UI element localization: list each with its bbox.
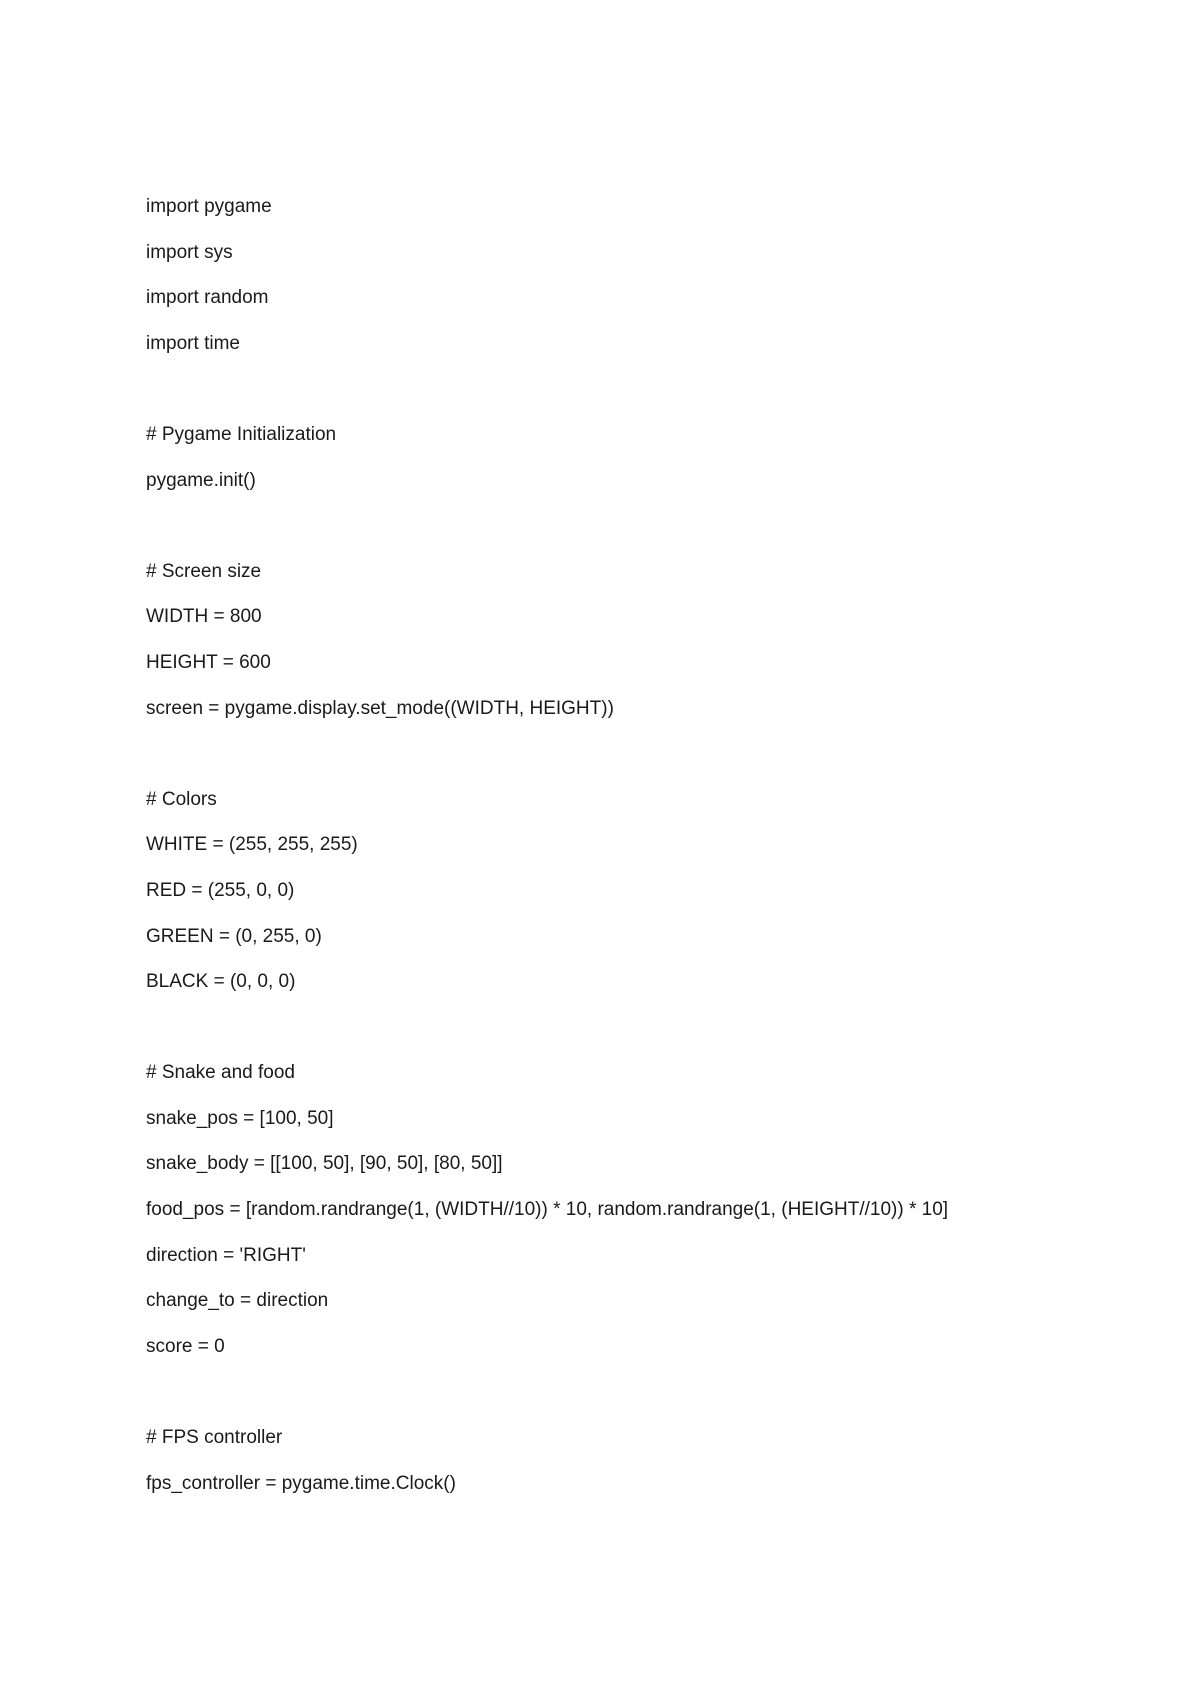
blank-line [146,509,1146,555]
code-line: direction = 'RIGHT' [146,1244,306,1266]
code-comment: # Screen size [146,560,262,582]
code-line: import time [146,332,240,354]
code-text-block [146,190,1146,1512]
code-line: import random [146,287,269,309]
code-line: WHITE = (255, 255, 255) [146,834,358,856]
code-line: import pygame [146,196,272,217]
code-line: import sys [146,241,233,263]
code-line: RED = (255, 0, 0) [146,879,295,901]
code-line: fps_controller = pygame.time.Clock() [146,1472,456,1494]
code-line: HEIGHT = 600 [146,651,271,673]
code-line: screen = pygame.display.set_mode((WIDTH, HEIGHT)) [146,697,614,719]
blank-line [146,372,1146,418]
code-line: score = 0 [146,1335,225,1357]
code-line: BLACK = (0, 0, 0) [146,971,296,993]
code-line: food_pos = [random.randrange(1, (WIDTH//10)) * 10, random.randrange(1, (HEIGHT//10)) * 10] [146,1199,949,1221]
code-comment: # Colors [146,788,217,810]
code-comment: # FPS controller [146,1427,283,1449]
code-line: pygame.init() [146,469,256,491]
code-line: snake_pos = [100, 50] [146,1107,334,1129]
code-line: snake_body = [[100, 50], [90, 50], [80, 50]] [146,1153,503,1175]
blank-line [146,1011,1146,1057]
code-line: GREEN = (0, 255, 0) [146,925,322,947]
blank-line [146,737,1146,783]
blank-line [146,1375,1146,1421]
code-comment: # Pygame Initialization [146,423,337,445]
code-line: change_to = direction [146,1290,329,1312]
code-line: WIDTH = 800 [146,606,262,628]
code-comment: # Snake and food [146,1062,295,1084]
